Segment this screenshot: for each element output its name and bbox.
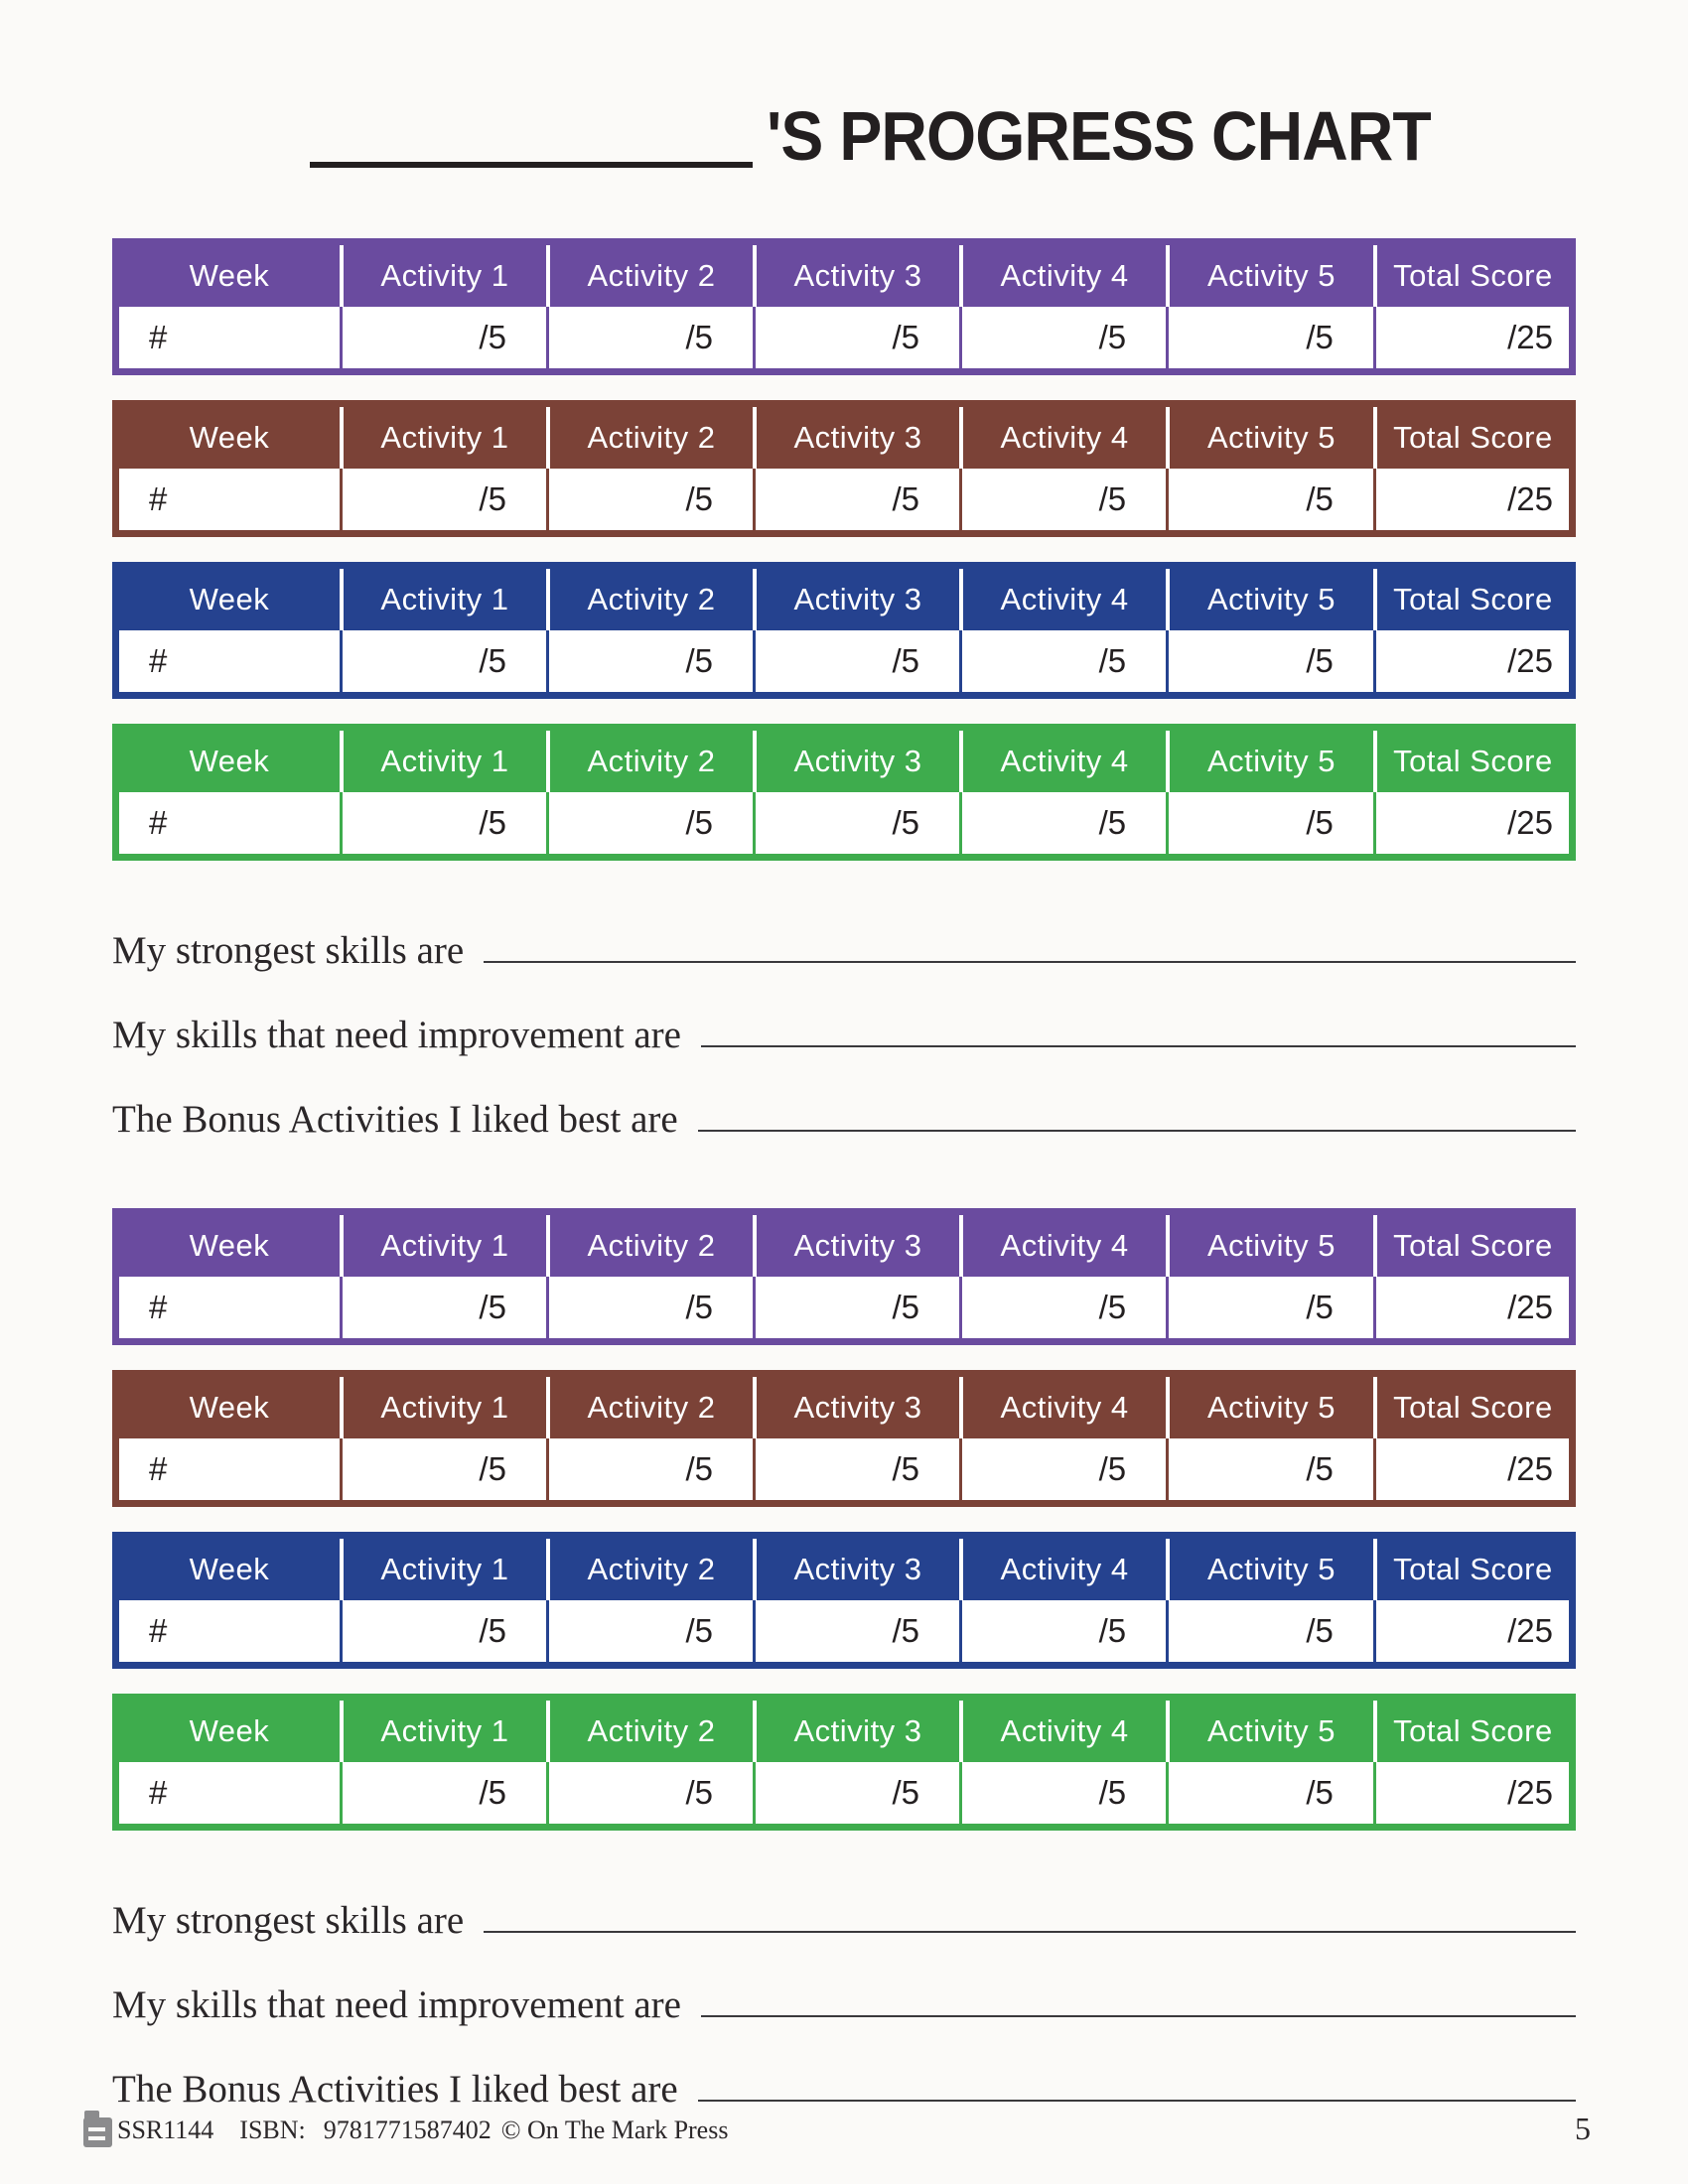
- column-header: Activity 3: [753, 1215, 959, 1277]
- score-cell: /25: [1373, 469, 1569, 530]
- score-cell: /5: [546, 1600, 753, 1662]
- score-cell: /5: [340, 307, 546, 368]
- column-header: Total Score: [1373, 407, 1569, 469]
- table-data-row: [119, 469, 1569, 530]
- answer-blank-line: [701, 2015, 1576, 2017]
- prompt-label: My skills that need improvement are: [112, 1014, 681, 1056]
- table-data-row: [119, 630, 1569, 692]
- prompt-row: [112, 970, 1576, 1054]
- column-header: Activity 1: [340, 407, 546, 469]
- score-cell: /5: [959, 469, 1166, 530]
- score-cell: /5: [1166, 792, 1373, 854]
- score-cell: /5: [1166, 1438, 1373, 1500]
- score-cell: /5: [959, 1438, 1166, 1500]
- progress-table-blue: [112, 562, 1576, 699]
- prompt-label: My skills that need improvement are: [112, 1983, 681, 2026]
- score-cell: /5: [340, 1600, 546, 1662]
- score-cell: /5: [753, 630, 959, 692]
- score-cell: /5: [1166, 469, 1373, 530]
- column-header: Activity 2: [546, 1215, 753, 1277]
- column-header: Activity 1: [340, 731, 546, 792]
- column-header: Activity 5: [1166, 1539, 1373, 1600]
- score-cell: /5: [1166, 1277, 1373, 1338]
- score-cell: /5: [1166, 1762, 1373, 1824]
- page-title: [310, 96, 1488, 175]
- column-header: Activity 5: [1166, 731, 1373, 792]
- table-group-2: [112, 1208, 1576, 2109]
- progress-table-blue: [112, 1532, 1576, 1669]
- column-header: Activity 3: [753, 1377, 959, 1438]
- column-header: Week: [189, 1552, 270, 1586]
- score-cell: /5: [753, 307, 959, 368]
- footer-product-code: SSR1144: [117, 2116, 214, 2144]
- table-header-row: [119, 1701, 1569, 1762]
- page-number: 5: [1575, 2111, 1591, 2146]
- score-cell: /5: [546, 1438, 753, 1500]
- column-header: Activity 1: [340, 245, 546, 307]
- score-cell: #: [149, 1289, 168, 1325]
- prompt-label: My strongest skills are: [112, 1899, 465, 1942]
- footer: [79, 2108, 728, 2153]
- score-cell: /25: [1373, 1600, 1569, 1662]
- score-cell: /5: [753, 1600, 959, 1662]
- answer-blank-line: [698, 1130, 1576, 1132]
- score-cell: /5: [546, 630, 753, 692]
- progress-table-brown: [112, 1370, 1576, 1507]
- score-cell: /25: [1373, 792, 1569, 854]
- score-cell: /25: [1373, 630, 1569, 692]
- column-header: Total Score: [1373, 1701, 1569, 1762]
- table-data-row: [119, 792, 1569, 854]
- score-cell: #: [149, 1774, 168, 1811]
- score-cell: /5: [340, 1762, 546, 1824]
- column-header: Activity 5: [1166, 407, 1373, 469]
- column-header: Total Score: [1373, 245, 1569, 307]
- column-header: Activity 3: [753, 1701, 959, 1762]
- column-header: Activity 4: [959, 407, 1166, 469]
- score-cell: /5: [1166, 630, 1373, 692]
- tables-block: [112, 238, 1576, 861]
- score-cell: /5: [340, 469, 546, 530]
- footer-isbn-label: ISBN:: [239, 2116, 306, 2144]
- score-cell: /5: [546, 1762, 753, 1824]
- content-column: [112, 238, 1576, 2109]
- column-header: Total Score: [1373, 731, 1569, 792]
- column-header: Activity 1: [340, 1701, 546, 1762]
- score-cell: /5: [959, 792, 1166, 854]
- column-header: Total Score: [1373, 1215, 1569, 1277]
- column-header: Activity 2: [546, 731, 753, 792]
- column-header: Activity 3: [753, 569, 959, 630]
- column-header: Activity 1: [340, 1539, 546, 1600]
- table-header-row: [119, 407, 1569, 469]
- name-blank-line: [310, 162, 753, 168]
- column-header: Activity 2: [546, 569, 753, 630]
- answer-blank-line: [698, 2100, 1576, 2102]
- column-header: Week: [189, 1713, 270, 1748]
- column-header: Week: [189, 258, 270, 293]
- table-header-row: [119, 1539, 1569, 1600]
- prompt-row: [112, 1855, 1576, 1940]
- column-header: Activity 1: [340, 569, 546, 630]
- publisher-logo-icon: [79, 2109, 115, 2152]
- column-header: Week: [189, 744, 270, 778]
- column-header: Activity 4: [959, 1215, 1166, 1277]
- score-cell: /25: [1373, 1438, 1569, 1500]
- column-header: Activity 5: [1166, 1701, 1373, 1762]
- score-cell: #: [149, 1612, 168, 1649]
- answer-blank-line: [701, 1045, 1576, 1047]
- score-cell: /5: [1166, 307, 1373, 368]
- column-header: Activity 4: [959, 1539, 1166, 1600]
- column-header: Total Score: [1373, 569, 1569, 630]
- progress-table-purple: [112, 1208, 1576, 1345]
- progress-table-purple: [112, 238, 1576, 375]
- answer-blank-line: [484, 961, 1576, 963]
- score-cell: /25: [1373, 307, 1569, 368]
- column-header: Activity 2: [546, 1377, 753, 1438]
- tables-block: [112, 1208, 1576, 1831]
- column-header: Activity 4: [959, 731, 1166, 792]
- footer-copyright: © On The Mark Press: [500, 2116, 729, 2144]
- page-title-text: 'S PROGRESS CHART: [767, 96, 1431, 175]
- score-cell: /5: [1166, 1600, 1373, 1662]
- column-header: Week: [189, 420, 270, 455]
- table-header-row: [119, 569, 1569, 630]
- column-header: Activity 2: [546, 1539, 753, 1600]
- column-header: Activity 1: [340, 1215, 546, 1277]
- score-cell: /5: [546, 469, 753, 530]
- column-header: Activity 3: [753, 245, 959, 307]
- score-cell: #: [149, 642, 168, 679]
- column-header: Activity 1: [340, 1377, 546, 1438]
- progress-table-brown: [112, 400, 1576, 537]
- score-cell: /5: [959, 630, 1166, 692]
- table-header-row: [119, 731, 1569, 792]
- column-header: Activity 3: [753, 1539, 959, 1600]
- table-data-row: [119, 1277, 1569, 1338]
- footer-isbn-number: 9781771587402: [323, 2116, 492, 2144]
- prompt-row: [112, 1940, 1576, 2024]
- score-cell: /5: [959, 1600, 1166, 1662]
- column-header: Activity 4: [959, 569, 1166, 630]
- column-header: Activity 5: [1166, 1215, 1373, 1277]
- score-cell: /25: [1373, 1762, 1569, 1824]
- column-header: Activity 5: [1166, 1377, 1373, 1438]
- score-cell: /5: [753, 1438, 959, 1500]
- score-cell: /5: [959, 307, 1166, 368]
- column-header: Activity 3: [753, 731, 959, 792]
- prompt-row: [112, 2024, 1576, 2109]
- prompt-label: My strongest skills are: [112, 929, 465, 972]
- score-cell: /5: [546, 307, 753, 368]
- column-header: Activity 3: [753, 407, 959, 469]
- column-header: Total Score: [1373, 1539, 1569, 1600]
- progress-table-green: [112, 724, 1576, 861]
- prompt-label: The Bonus Activities I liked best are: [112, 1098, 678, 1141]
- score-cell: /5: [546, 1277, 753, 1338]
- prompt-row: [112, 886, 1576, 970]
- score-cell: /5: [959, 1762, 1166, 1824]
- column-header: Activity 2: [546, 407, 753, 469]
- score-cell: #: [149, 804, 168, 841]
- score-cell: /5: [753, 1762, 959, 1824]
- score-cell: /5: [753, 1277, 959, 1338]
- score-cell: /5: [340, 630, 546, 692]
- table-data-row: [119, 1762, 1569, 1824]
- table-group-1: [112, 238, 1576, 1139]
- table-header-row: [119, 1215, 1569, 1277]
- answer-blank-line: [484, 1931, 1576, 1933]
- prompt-label: The Bonus Activities I liked best are: [112, 2068, 678, 2111]
- table-data-row: [119, 1438, 1569, 1500]
- column-header: Week: [189, 1390, 270, 1425]
- column-header: Activity 4: [959, 1701, 1166, 1762]
- column-header: Activity 4: [959, 245, 1166, 307]
- table-header-row: [119, 1377, 1569, 1438]
- score-cell: /5: [340, 1438, 546, 1500]
- score-cell: /5: [753, 469, 959, 530]
- prompts-block: [112, 886, 1576, 1139]
- score-cell: /5: [340, 1277, 546, 1338]
- prompts-block: [112, 1855, 1576, 2109]
- table-data-row: [119, 307, 1569, 368]
- column-header: Activity 5: [1166, 569, 1373, 630]
- score-cell: #: [149, 1450, 168, 1487]
- score-cell: /5: [340, 792, 546, 854]
- progress-table-green: [112, 1694, 1576, 1831]
- score-cell: #: [149, 480, 168, 517]
- column-header: Total Score: [1373, 1377, 1569, 1438]
- score-cell: /25: [1373, 1277, 1569, 1338]
- table-header-row: [119, 245, 1569, 307]
- score-cell: /5: [753, 792, 959, 854]
- prompt-row: [112, 1054, 1576, 1139]
- column-header: Activity 5: [1166, 245, 1373, 307]
- score-cell: #: [149, 319, 168, 355]
- column-header: Week: [189, 1228, 270, 1263]
- column-header: Week: [189, 582, 270, 616]
- table-data-row: [119, 1600, 1569, 1662]
- score-cell: /5: [959, 1277, 1166, 1338]
- score-cell: /5: [546, 792, 753, 854]
- column-header: Activity 2: [546, 1701, 753, 1762]
- column-header: Activity 4: [959, 1377, 1166, 1438]
- column-header: Activity 2: [546, 245, 753, 307]
